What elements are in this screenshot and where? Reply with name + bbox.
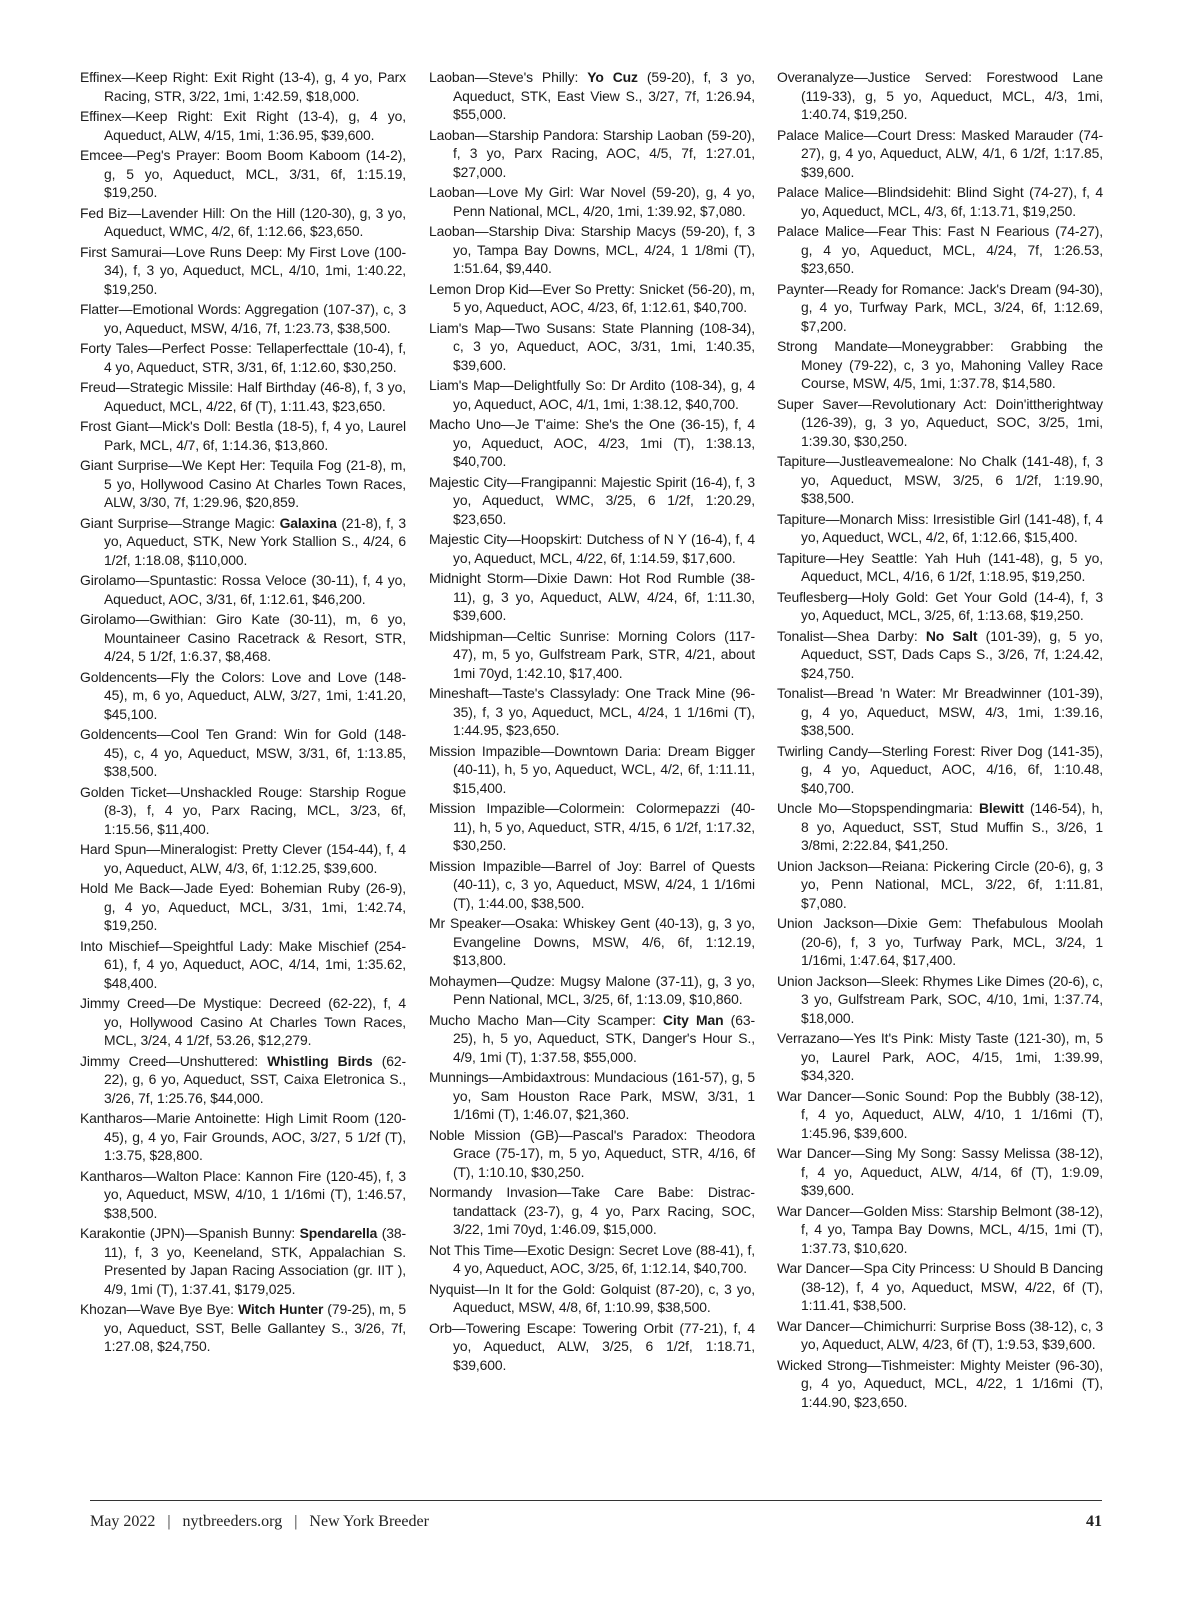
result-entry: Majestic City—Hoopskirt: Dutchess of N Y (16-4), f, 4 yo, Aqueduct, MCL, 4/22, 6f, 1:14.59, $17,600. (429, 531, 755, 566)
entry-text: (62-22), g, 6 yo, Aqueduct, SST, Caixa Eletronica S., 3/26, 7f, 1:25.76, $44,000. (104, 1052, 406, 1106)
result-entry: Normandy Invasion—Take Care Babe: Distractandattack (23-7), g, 4 yo, Parx Racing, SOC, 3/22, 1mi 70yd, 1:46.09, $15,000. (429, 1184, 755, 1237)
page-footer (90, 1513, 1102, 1537)
result-entry (429, 1011, 755, 1067)
entry-text: Tonalist—Shea Darby: (777, 627, 926, 644)
entry-text: Khozan—Wave Bye Bye: (80, 1301, 238, 1317)
entry-text: Giant Surprise—Strange Magic: (80, 514, 280, 531)
result-entry: Girolamo—Spuntastic: Rossa Veloce (30-11), f, 4 yo, Aqueduct, AOC, 3/31, 6f, 1:12.61, $46,200. (80, 572, 406, 607)
result-entry: Girolamo—Gwithian: Giro Kate (30-11), m, 6 yo, Mountaineer Casino Racetrack & Resort, STR, 4/24, 5 1/2f, 1:6.37, $8,468. (80, 611, 406, 664)
result-entry: Palace Malice—Blindsidehit: Blind Sight (74-27), f, 4 yo, Aqueduct, MCL, 4/3, 6f, 1:13.71, $19,250. (777, 184, 1103, 219)
entry-text: Karakontie (JPN)—Spanish Bunny: (80, 1225, 300, 1241)
stakes-winner-name: Witch Hunter (237, 1301, 324, 1317)
entry-text: (146-54), h, 8 yo, Aqueduct, SST, Stud Muffin S., 3/26, 1 3/8mi, 2:22.84, $41,250. (801, 800, 1103, 853)
result-entry (429, 68, 755, 124)
result-entry: Flatter—Emotional Words: Aggregation (107-37), c, 3 yo, Aqueduct, MSW, 4/16, 7f, 1:23.73, $38,500. (80, 301, 406, 336)
result-entry: Super Saver—Revolutionary Act: Doin'ittherightway (126-39), g, 3 yo, Aqueduct, SOC, 3/25, 1mi, 1:39.30, $30,250. (777, 395, 1103, 449)
result-entry: Hold Me Back—Jade Eyed: Bohemian Ruby (26-9), g, 4 yo, Aqueduct, MCL, 3/31, 1mi, 1:42.74, $19,250. (80, 880, 406, 933)
entry-text: (101-39), g, 5 yo, Aqueduct, SST, Dads Caps S., 3/26, 7f, 1:24.42, $24,750. (801, 627, 1103, 681)
result-entry: Emcee—Peg's Prayer: Boom Boom Kaboom (14-2), g, 5 yo, Aqueduct, MCL, 3/31, 6f, 1:15.19, $19,250. (80, 147, 406, 200)
stakes-winner-name: Yo Cuz (587, 69, 638, 85)
result-entry: Orb—Towering Escape: Towering Orbit (77-21), f, 4 yo, Aqueduct, ALW, 3/25, 6 1/2f, 1:18.71, $39,600. (429, 1319, 755, 1373)
result-entry: Freud—Strategic Missile: Half Birthday (46-8), f, 3 yo, Aqueduct, MCL, 4/22, 6f (T), 1:11.43, $23,650. (80, 379, 406, 414)
footer-separator: | (294, 1513, 298, 1530)
stakes-winner-name: Galaxina (279, 514, 337, 531)
stakes-winner-name: Whistling Birds (267, 1052, 373, 1069)
result-entry: Giant Surprise—We Kept Her: Tequila Fog (21-8), m, 5 yo, Hollywood Casino At Charles Town Races, ALW, 3/30, 7f, 1:29.96, $20,859. (80, 457, 406, 510)
result-entry: War Dancer—Golden Miss: Starship Belmont (38-12), f, 4 yo, Tampa Bay Downs, MCL, 4/15, 1mi (T), 1:37.73, $10,620. (777, 1202, 1103, 1256)
results-columns (80, 68, 1106, 1508)
result-entry: Palace Malice—Fear This: Fast N Fearious (74-27), g, 4 yo, Aqueduct, MCL, 4/24, 7f, 1:26.53, $23,650. (777, 223, 1103, 276)
result-entry: Liam's Map—Delightfully So: Dr Ardito (108-34), g, 4 yo, Aqueduct, AOC, 4/1, 1mi, 1:38.12, $40,700. (429, 377, 755, 412)
result-entry: Teuflesberg—Holy Gold: Get Your Gold (14-4), f, 3 yo, Aqueduct, MCL, 3/25, 6f, 1:13.68, $19,250. (777, 588, 1103, 623)
result-entry: Paynter—Ready for Romance: Jack's Dream (94-30), g, 4 yo, Turfway Park, MCL, 3/24, 6f, 1:12.69, $7,200. (777, 280, 1103, 334)
result-entry: Kantharos—Marie Antoinette: High Limit Room (120-45), g, 4 yo, Fair Grounds, AOC, 3/27, 5 1/2f (T), 1:3.75, $28,800. (80, 1110, 406, 1163)
result-entry: Golden Ticket—Unshackled Rouge: Starship Rogue (8-3), f, 4 yo, Parx Racing, MCL, 3/23, 6f, 1:15.56, $11,400. (80, 783, 406, 837)
entry-text: Jimmy Creed—Unshuttered: (80, 1052, 268, 1069)
result-entry: Into Mischief—Speightful Lady: Make Mischief (254-61), f, 4 yo, Aqueduct, AOC, 4/14, 1mi, 1:35.62, $48,400. (80, 937, 406, 991)
result-entry: Hard Spun—Mineralogist: Pretty Clever (154-44), f, 4 yo, Aqueduct, ALW, 4/3, 6f, 1:12.25, $39,600. (80, 841, 406, 876)
result-entry: Twirling Candy—Sterling Forest: River Dog (141-35), g, 4 yo, Aqueduct, AOC, 4/16, 6f, 1:10.48, $40,700. (777, 742, 1103, 796)
result-entry: War Dancer—Sing My Song: Sassy Melissa (38-12), f, 4 yo, Aqueduct, ALW, 4/14, 6f (T), 1:9.09, $39,600. (777, 1145, 1103, 1198)
entry-text: Mucho Macho Man—City Scamper: (429, 1011, 663, 1028)
stakes-winner-name: No Salt (925, 627, 978, 644)
result-entry: Mr Speaker—Osaka: Whiskey Gent (40-13), g, 3 yo, Evangeline Downs, MSW, 4/6, 6f, 1:12.19, $13,800. (429, 915, 755, 968)
result-entry (80, 1052, 406, 1108)
result-entry: Macho Uno—Je T'aime: She's the One (36-15), f, 4 yo, Aqueduct, AOC, 4/23, 1mi (T), 1:38.13, $40,700. (429, 416, 755, 469)
column-1 (80, 68, 406, 1358)
result-entry: Laoban—Starship Pandora: Starship Laoban (59-20), f, 3 yo, Parx Racing, AOC, 4/5, 7f, 1:27.01, $27,000. (429, 126, 755, 180)
footer-separator: | (167, 1513, 171, 1530)
entry-text: (21-8), f, 3 yo, Aqueduct, STK, New York Stallion S., 4/24, 6 1/2f, 1:18.08, $110,000. (104, 514, 406, 568)
result-entry (80, 1300, 406, 1356)
result-entry (80, 514, 406, 570)
column-3 (777, 68, 1103, 1413)
footer-publication: New York Breeder (309, 1513, 429, 1530)
result-entry: Strong Mandate—Moneygrabber: Grabbing the Money (79-22), c, 3 yo, Mahoning Valley Race Course, MSW, 4/5, 1mi, 1:37.78, $14,580. (777, 338, 1103, 391)
footer-left (90, 1513, 429, 1531)
result-entry: Liam's Map—Two Susans: State Planning (108-34), c, 3 yo, Aqueduct, AOC, 3/31, 1mi, 1:40.35, $39,600. (429, 319, 755, 373)
result-entry: War Dancer—Chimichurri: Surprise Boss (38-12), c, 3 yo, Aqueduct, ALW, 4/23, 6f (T), 1:9.53, $39,600. (777, 1317, 1103, 1352)
result-entry: Laoban—Starship Diva: Starship Macys (59-20), f, 3 yo, Tampa Bay Downs, MCL, 4/24, 1 1/8mi (T), 1:51.64, $9,440. (429, 223, 755, 276)
result-entry: Majestic City—Frangipanni: Majestic Spirit (16-4), f, 3 yo, Aqueduct, WMC, 3/25, 6 1/2f, 1:20.29, $23,650. (429, 473, 755, 527)
result-entry (777, 799, 1103, 855)
result-entry: Mission Impazible—Barrel of Joy: Barrel of Quests (40-11), c, 3 yo, Aqueduct, MSW, 4/24, 1 1/16mi (T), 1:44.00, $38,500. (429, 857, 755, 911)
result-entry: Mohaymen—Qudze: Mugsy Malone (37-11), g, 3 yo, Penn National, MCL, 3/25, 6f, 1:13.09, $10,860. (429, 972, 755, 1007)
result-entry: Tapiture—Justleavemealone: No Chalk (141-48), f, 3 yo, Aqueduct, MSW, 3/25, 6 1/2f, 1:19.90, $38,500. (777, 453, 1103, 506)
stakes-winner-name: Blewitt (978, 800, 1024, 816)
footer-issue: May 2022 (90, 1513, 156, 1530)
result-entry: Frost Giant—Mick's Doll: Bestla (18-5), f, 4 yo, Laurel Park, MCL, 4/7, 6f, 1:14.36, $13,860. (80, 418, 406, 453)
stakes-winner-name: Spendarella (299, 1225, 378, 1241)
result-entry: Mineshaft—Taste's Classylady: One Track Mine (96-35), f, 3 yo, Aqueduct, MCL, 4/24, 1 1/16mi (T), 1:44.95, $23,650. (429, 685, 755, 738)
result-entry (80, 1224, 406, 1298)
result-entry: Noble Mission (GB)—Pascal's Paradox: Theodora Grace (75-17), m, 5 yo, Aqueduct, STR, 4/16, 6f (T), 1:10.10, $30,250. (429, 1126, 755, 1180)
result-entry: War Dancer—Sonic Sound: Pop the Bubbly (38-12), f, 4 yo, Aqueduct, ALW, 4/10, 1 1/16mi (T), 1:45.96, $39,600. (777, 1087, 1103, 1141)
result-entry: Tonalist—Bread 'n Water: Mr Breadwinner (101-39), g, 4 yo, Aqueduct, MSW, 4/3, 1mi, 1:39.16, $38,500. (777, 685, 1103, 738)
result-entry: Palace Malice—Court Dress: Masked Marauder (74-27), g, 4 yo, Aqueduct, ALW, 4/1, 6 1/2f, 1:17.85, $39,600. (777, 126, 1103, 180)
result-entry: Verrazano—Yes It's Pink: Misty Taste (121-30), m, 5 yo, Laurel Park, AOC, 4/15, 1mi, 1:39.99, $34,320. (777, 1030, 1103, 1083)
stakes-winner-name: City Man (662, 1011, 724, 1028)
result-entry: Tapiture—Monarch Miss: Irresistible Girl (141-48), f, 4 yo, Aqueduct, WCL, 4/2, 6f, 1:12.66, $15,400. (777, 510, 1103, 545)
result-entry: Overanalyze—Justice Served: Forestwood Lane (119-33), g, 5 yo, Aqueduct, MCL, 4/3, 1mi, 1:40.74, $19,250. (777, 69, 1103, 122)
result-entry: Fed Biz—Lavender Hill: On the Hill (120-30), g, 3 yo, Aqueduct, WMC, 4/2, 6f, 1:12.66, $23,650. (80, 204, 406, 239)
result-entry: Not This Time—Exotic Design: Secret Love (88-41), f, 4 yo, Aqueduct, AOC, 3/25, 6f, 1:12.14, $40,700. (429, 1241, 755, 1276)
entry-text: Laoban—Steve's Philly: (429, 69, 588, 85)
result-entry: Mission Impazible—Colormein: Colormepazzi (40-11), h, 5 yo, Aqueduct, STR, 4/15, 6 1/2f, 1:17.32, $30,250. (429, 800, 755, 853)
footer-site: nytbreeders.org (182, 1513, 283, 1530)
result-entry: Jimmy Creed—De Mystique: Decreed (62-22), f, 4 yo, Hollywood Casino At Charles Town Races, MCL, 3/24, 4 1/2f, 53.26, $12,279. (80, 995, 406, 1048)
result-entry: First Samurai—Love Runs Deep: My First Love (100-34), f, 3 yo, Aqueduct, MCL, 4/10, 1mi, 1:40.22, $19,250. (80, 243, 406, 297)
result-entry: Union Jackson—Dixie Gem: Thefabulous Moolah (20-6), f, 3 yo, Turfway Park, MCL, 3/24, 1 1/16mi, 1:47.64, $17,400. (777, 915, 1103, 968)
result-entry: Union Jackson—Reiana: Pickering Circle (20-6), g, 3 yo, Penn National, MCL, 3/22, 6f, 1:11.81, $7,080. (777, 857, 1103, 911)
result-entry: Midshipman—Celtic Sunrise: Morning Colors (117-47), m, 5 yo, Gulfstream Park, STR, 4/21, about 1mi 70yd, 1:42.10, $17,400. (429, 627, 755, 681)
footer-divider (90, 1500, 1102, 1501)
entry-text: (79-25), m, 5 yo, Aqueduct, SST, Belle Gallantey S., 3/26, 7f, 1:27.08, $24,750. (104, 1301, 406, 1354)
result-entry: Union Jackson—Sleek: Rhymes Like Dimes (20-6), c, 3 yo, Gulfstream Park, SOC, 4/10, 1mi, 1:37.74, $18,000. (777, 972, 1103, 1026)
result-entry: Nyquist—In It for the Gold: Golquist (87-20), c, 3 yo, Aqueduct, MSW, 4/8, 6f, 1:10.99, $38,500. (429, 1280, 755, 1315)
result-entry: Lemon Drop Kid—Ever So Pretty: Snicket (56-20), m, 5 yo, Aqueduct, AOC, 4/23, 6f, 1:12.61, $40,700. (429, 280, 755, 315)
entry-text: (63-25), h, 5 yo, Aqueduct, STK, Danger's Hour S., 4/9, 1mi (T), 1:37.58, $55,000. (453, 1011, 755, 1065)
result-entry: War Dancer—Spa City Princess: U Should B Dancing (38-12), f, 4 yo, Aqueduct, MSW, 4/22, 6f (T), 1:11.41, $38,500. (777, 1260, 1103, 1313)
result-entry: Effinex—Keep Right: Exit Right (13-4), g, 4 yo, Parx Racing, STR, 3/22, 1mi, 1:42.59, $18,000. (80, 69, 406, 104)
result-entry: Goldencents—Fly the Colors: Love and Love (148-45), m, 6 yo, Aqueduct, ALW, 3/27, 1mi, 1:41.20, $45,100. (80, 668, 406, 722)
result-entry: Kantharos—Walton Place: Kannon Fire (120-45), f, 3 yo, Aqueduct, MSW, 4/10, 1 1/16mi (T), 1:46.57, $38,500. (80, 1167, 406, 1221)
entry-text: (59-20), f, 3 yo, Aqueduct, STK, East View S., 3/27, 7f, 1:26.94, $55,000. (453, 69, 755, 122)
column-2 (429, 68, 755, 1376)
entry-text: Uncle Mo—Stopspendingmaria: (777, 800, 979, 816)
result-entry: Munnings—Ambidaxtrous: Mundacious (161-57), g, 5 yo, Sam Houston Race Park, MSW, 3/31, 1 1/16mi (T), 1:46.07, $21,360. (429, 1069, 755, 1122)
result-entry: Forty Tales—Perfect Posse: Tellaperfecttale (10-4), f, 4 yo, Aqueduct, STR, 3/31, 6f, 1:12.60, $30,250. (80, 340, 406, 375)
result-entry (777, 627, 1103, 683)
result-entry: Tapiture—Hey Seattle: Yah Huh (141-48), g, 5 yo, Aqueduct, MCL, 4/16, 6 1/2f, 1:18.95, $19,250. (777, 549, 1103, 584)
result-entry: Effinex—Keep Right: Exit Right (13-4), g, 4 yo, Aqueduct, ALW, 4/15, 1mi, 1:36.95, $39,600. (80, 108, 406, 143)
result-entry: Midnight Storm—Dixie Dawn: Hot Rod Rumble (38-11), g, 3 yo, Aqueduct, ALW, 4/24, 6f, 1:11.30, $39,600. (429, 570, 755, 623)
result-entry: Mission Impazible—Downtown Daria: Dream Bigger (40-11), h, 5 yo, Aqueduct, WCL, 4/2, 6f, 1:11.11, $15,400. (429, 742, 755, 796)
entry-text: (38-11), f, 3 yo, Keeneland, STK, Appalachian S. Presented by Japan Racing Association (gr. IIT ), 4/9, 1mi (T), 1:37.41, $179,025. (104, 1225, 406, 1297)
result-entry: Wicked Strong—Tishmeister: Mighty Meister (96-30), g, 4 yo, Aqueduct, MCL, 4/22, 1 1/16mi (T), 1:44.90, $23,650. (777, 1356, 1103, 1410)
result-entry: Laoban—Love My Girl: War Novel (59-20), g, 4 yo, Penn National, MCL, 4/20, 1mi, 1:39.92, $7,080. (429, 184, 755, 219)
page-number: 41 (1086, 1513, 1102, 1530)
result-entry: Goldencents—Cool Ten Grand: Win for Gold (148-45), c, 4 yo, Aqueduct, MSW, 3/31, 6f, 1:13.85, $38,500. (80, 726, 406, 779)
